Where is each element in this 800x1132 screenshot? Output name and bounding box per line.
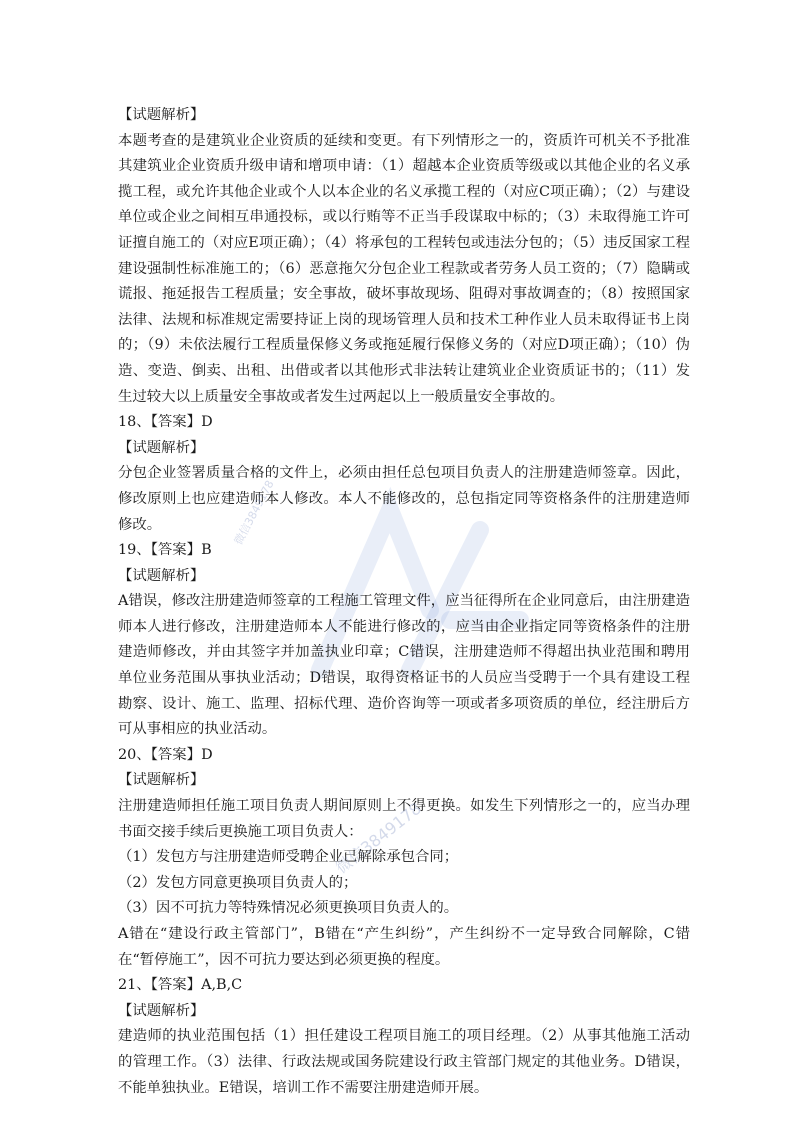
explanation-paragraph: A错在“建设行政主管部门”，B错在“产生纠纷”，产生纠纷不一定导致合同解除，C错在“暂停施工”，因不可抗力要达到必须更换的程度。: [118, 926, 690, 968]
section-heading: 【试题解析】: [118, 107, 205, 123]
answer-line: 19、【答案】B: [118, 542, 212, 559]
list-item: （3）因不可抗力等特殊情况必须更换项目负责人的。: [118, 900, 459, 917]
explanation-paragraph: 注册建造师担任施工项目负责人期间原则上不得更换。如发生下列情形之一的，应当办理书面交接手续后更换施工项目负责人：: [118, 798, 690, 840]
section-heading: 【试题解析】: [118, 439, 205, 456]
section-heading: 【试题解析】: [118, 1002, 205, 1019]
document-body: [118, 103, 690, 1101]
watermark-text: 微信3849178: [331, 798, 425, 878]
list-item: （1）发包方与注册建造师受聘企业已解除承包合同；: [118, 849, 459, 866]
answer-line: 18、【答案】D: [118, 414, 213, 431]
section-heading: 【试题解析】: [118, 567, 205, 584]
explanation-paragraph: 本题考查的是建筑业企业资质的延续和变更。有下列情形之一的，资质许可机关不予批准其建筑业企业资质升级申请和增项申请：（1）超越本企业资质等级或以其他企业的名义承揽工程，或允许其他企业或个人以本企业的名义承揽工程的（对应C项正确）；（2）与建设单位或企业之间相互串通投标，或以行贿等不正当手段谋取中标的；（3）未取得施工许可证擅自施工的（对应E项正确）；（4）将承包的工程转包或违法分包的；（5）违反国家工程建设强制性标准施工的；（6）恶意拖欠分包企业工程款或者劳务人员工资的；（7）隐瞒或谎报、拖延报告工程质量；安全事故，破坏事故现场、阻碍对事故调查的；（8）按照国家法律、法规和标准规定需要持证上岗的现场管理人员和技术工种作业人员未取得证书上岗的；（9）未依法履行工程质量保修义务或拖延履行保修义务的（对应D项正确）；（10）伪造、变造、倒卖、出租、出借或者以其他形式非法转让建筑业企业资质证书的；（11）发生过较大以上质量安全事故或者发生过两起以上一般质量安全事故的。: [118, 132, 690, 405]
answer-line: 21、【答案】A,B,C: [118, 977, 243, 994]
list-item: （2）发包方同意更换项目负责人的；: [118, 874, 358, 891]
watermark-text: 微信3849178: [231, 478, 277, 548]
answer-line: 20、【答案】D: [118, 746, 213, 763]
explanation-paragraph: A错误，修改注册建造师签章的工程施工管理文件，应当征得所在企业同意后，由注册建造师本人进行修改，注册建造师本人不能进行修改的，应当由企业指定同等资格条件的注册建造师修改，并由其签字并加盖执业印章；C错误，注册建造师不得超出执业范围和聘用单位业务范围从事执业活动；D错误，取得资格证书的人员应当受聘于一个具有建设工程勘察、设计、施工、监理、招标代理、造价咨询等一项或者多项资质的单位，经注册后方可从事相应的执业活动。: [118, 593, 690, 738]
explanation-paragraph: 建造师的执业范围包括（1）担任建设工程项目施工的项目经理。（2）从事其他施工活动的管理工作。（3）法律、行政法规或国务院建设行政主管部门规定的其他业务。D错误，不能单独执业。E错误，培训工作不需要注册建造师开展。: [118, 1028, 690, 1096]
explanation-paragraph: 分包企业签署质量合格的文件上，必须由担任总包项目负责人的注册建造师签章。因此，修改原则上也应建造师本人修改。本人不能修改的，总包指定同等资格条件的注册建造师修改。: [118, 465, 690, 533]
section-heading: 【试题解析】: [118, 772, 205, 789]
